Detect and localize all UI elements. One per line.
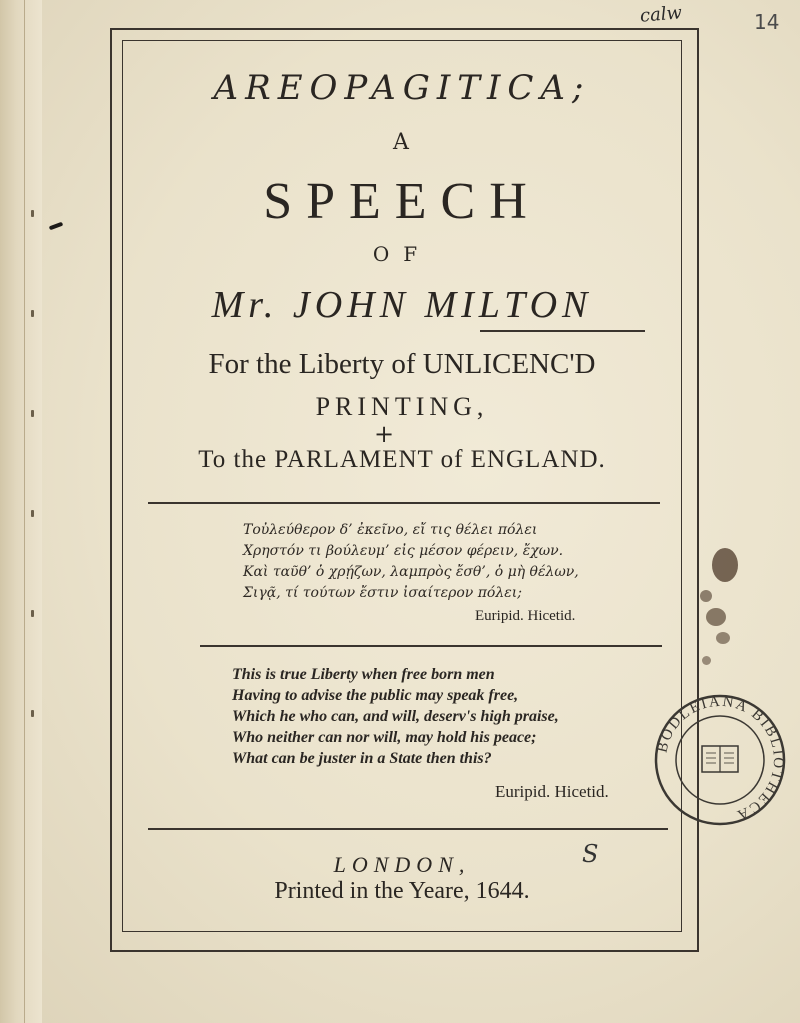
author-name: Mr. JOHN MILTON [211, 284, 593, 326]
ink-stain [716, 632, 730, 644]
english-citation: Euripid. Hicetid. [495, 782, 609, 801]
greek-line: Χρηστόν τι βούλευμ’ εἰς μέσον φέρειν, ἔχων. [243, 543, 564, 559]
ink-stain [700, 590, 712, 602]
greek-epigraph [243, 520, 623, 604]
binding-line [24, 0, 25, 1023]
library-stamp [650, 690, 790, 830]
greek-citation: Euripid. Hicetid. [475, 608, 576, 624]
title-of: OF [372, 242, 432, 266]
handwritten-annotation: calw [639, 2, 683, 27]
title-article: A [393, 130, 411, 155]
page-gutter [0, 0, 42, 1023]
folio-number: 14 [754, 10, 780, 34]
verse-line: Which he who can, and will, deserv's high praise, [232, 708, 559, 725]
verse-line: What can be juster in a State then this? [232, 750, 492, 767]
greek-line: Τοὐλεύθερον δ’ ἐκεῖνο, εἴ τις θέλει πόλει [243, 522, 538, 538]
subtitle-printing: PRINTING, [315, 392, 489, 421]
english-epigraph [232, 664, 652, 769]
subtitle-liberty: For the Liberty of UNLICENC'D [208, 348, 596, 380]
binding-stitch [31, 610, 34, 617]
verse-line: Having to advise the public may speak free, [232, 687, 519, 704]
signature-mark: S [582, 840, 599, 868]
divider-rule [200, 645, 662, 647]
dedication-line: To the PARLAMENT of ENGLAND. [198, 446, 606, 473]
ink-stain [702, 656, 711, 665]
binding-stitch [31, 210, 34, 217]
binding-stitch [31, 510, 34, 517]
imprint-city: LONDON, [333, 852, 471, 877]
author-underline [480, 330, 645, 332]
ink-stain [712, 548, 738, 582]
stamp-text: BODLEIANA BIBLIOTHECA [654, 693, 787, 824]
greek-line: Σιγᾷ, τί τούτων ἔστιν ἰσαίτερον πόλει; [243, 585, 522, 601]
title-speech: SPEECH [263, 173, 541, 230]
divider-rule [148, 502, 660, 504]
imprint-line: Printed in the Yeare, 1644. [274, 878, 530, 904]
binding-stitch [31, 410, 34, 417]
cross-mark: + [374, 420, 395, 448]
ink-mark [49, 222, 64, 231]
binding-stitch [31, 710, 34, 717]
binding-stitch [31, 310, 34, 317]
ink-stain [706, 608, 726, 626]
greek-line: Καὶ ταῦθ’ ὁ χρῄζων, λαμπρὸς ἔσθ’, ὁ μὴ θέλων, [243, 564, 579, 580]
divider-rule [148, 828, 668, 830]
verse-line: Who neither can nor will, may hold his peace; [232, 729, 537, 746]
book-title: AREOPAGITICA; [213, 68, 591, 108]
verse-line: This is true Liberty when free born men [232, 666, 495, 683]
